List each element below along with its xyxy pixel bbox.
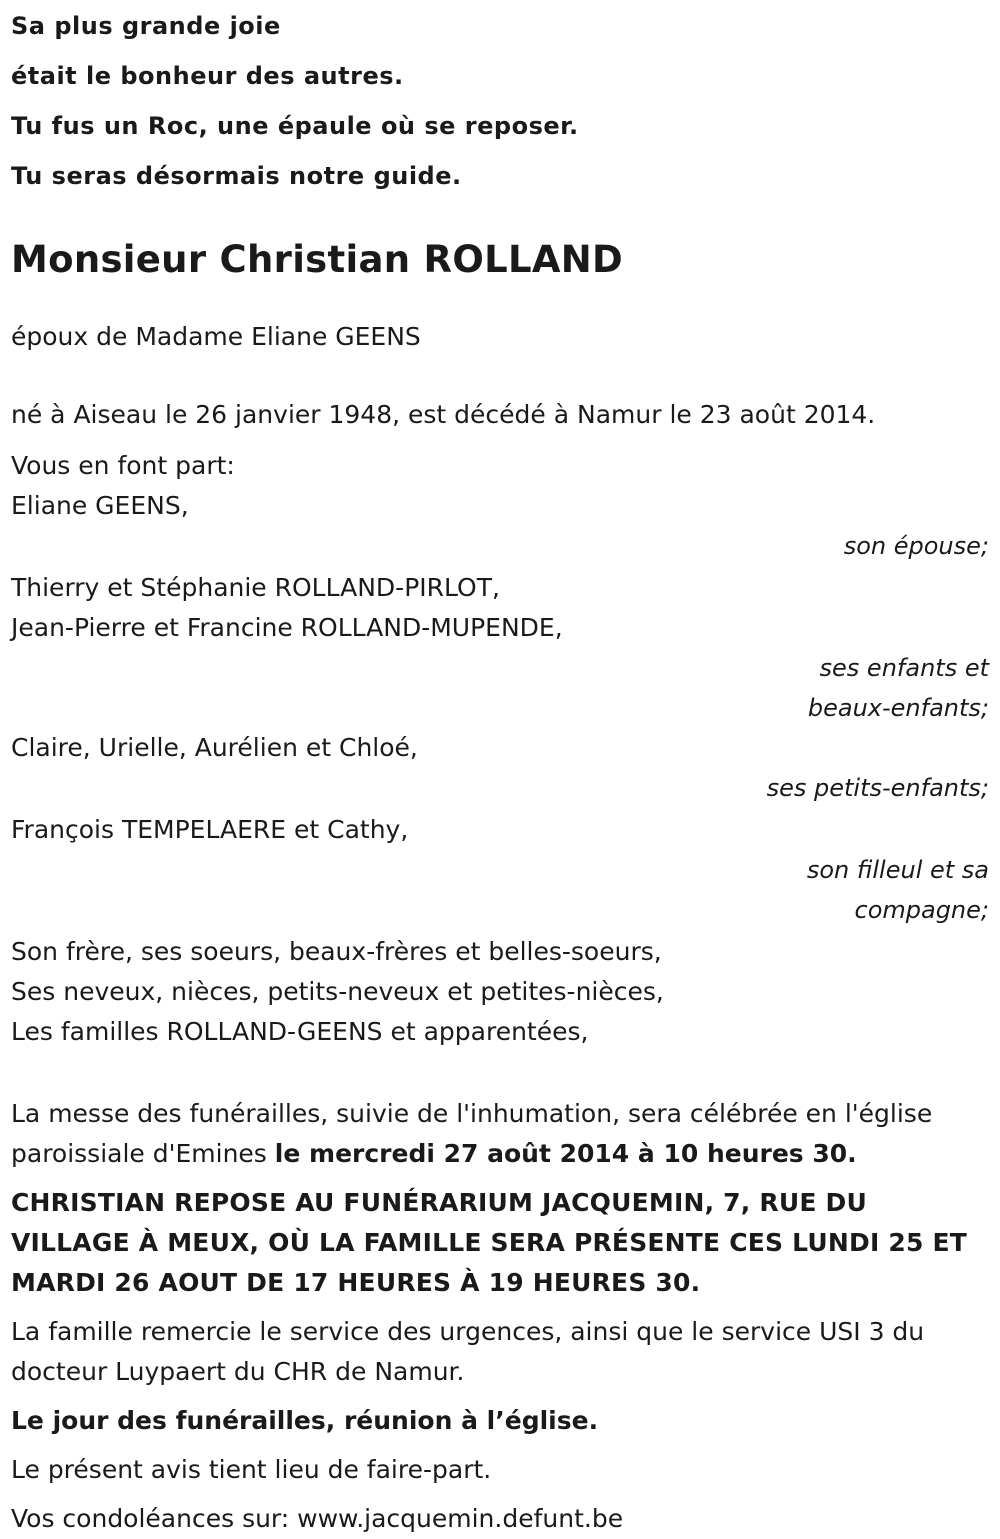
mourner-others: Les familles ROLLAND-GEENS et apparentées, (11, 1017, 589, 1046)
deceased-name: Monsieur Christian ROLLAND (11, 238, 624, 281)
thanks-paragraph: La famille remercie le service des urgences, ainsi que le service USI 3 du docteur Luypaert du CHR de Namur. (11, 1317, 925, 1386)
funeral-datetime: le mercredi 27 août 2014 à 10 heures 30. (274, 1139, 857, 1168)
notice-line: Le présent avis tient lieu de faire-part. (11, 1455, 492, 1484)
mourner-relation: beaux-enfants; (807, 694, 989, 722)
poem-line: était le bonheur des autres. (11, 62, 404, 90)
mourner-relation: ses enfants et (819, 654, 989, 682)
obituary-notice (11, 0, 991, 1539)
mourner-relation: son épouse; (843, 532, 989, 560)
funerarium-paragraph: CHRISTIAN REPOSE AU FUNÉRARIUM JACQUEMIN, 7, RUE DU VILLAGE À MEUX, OÙ LA FAMILLE SERA PRÉSENTE CES LUNDI 25 ET MARDI 26 AOUT DE 17 HEURES À 19 HEURES 30. (11, 1188, 968, 1297)
mourner-names: Eliane GEENS, (11, 491, 189, 520)
condolences-line: Vos condoléances sur: www.jacquemin.defunt.be (11, 1504, 624, 1533)
mourner-names: Claire, Urielle, Aurélien et Chloé, (11, 733, 418, 762)
birth-death-line: né à Aiseau le 26 janvier 1948, est décédé à Namur le 23 août 2014. (11, 400, 876, 429)
spouse-line: époux de Madame Eliane GEENS (11, 322, 421, 351)
mourner-others: Son frère, ses soeurs, beaux-frères et belles-soeurs, (11, 937, 662, 966)
funeral-paragraph (11, 1094, 991, 1174)
mourner-relation: son filleul et sa (806, 856, 989, 884)
announce-label: Vous en font part: (11, 451, 235, 480)
mourner-relation: ses petits-enfants; (766, 774, 989, 802)
mourner-others: Ses neveux, nièces, petits-neveux et petites-nièces, (11, 977, 664, 1006)
funeral-text: La messe des funérailles, suivie de l'inhumation, sera célébrée en l'église paroissiale d'Emines (11, 1099, 933, 1168)
poem-line: Tu fus un Roc, une épaule où se reposer. (11, 112, 579, 140)
mourner-names: François TEMPELAERE et Cathy, (11, 815, 409, 844)
mourner-names: Thierry et Stéphanie ROLLAND-PIRLOT, (11, 573, 500, 602)
poem-line: Sa plus grande joie (11, 12, 281, 40)
poem (11, 0, 991, 201)
meeting-line: Le jour des funérailles, réunion à l’église. (11, 1406, 599, 1435)
mourner-names: Jean-Pierre et Francine ROLLAND-MUPENDE, (11, 613, 563, 642)
poem-line: Tu seras désormais notre guide. (11, 162, 462, 190)
mourner-relation: compagne; (854, 896, 989, 924)
